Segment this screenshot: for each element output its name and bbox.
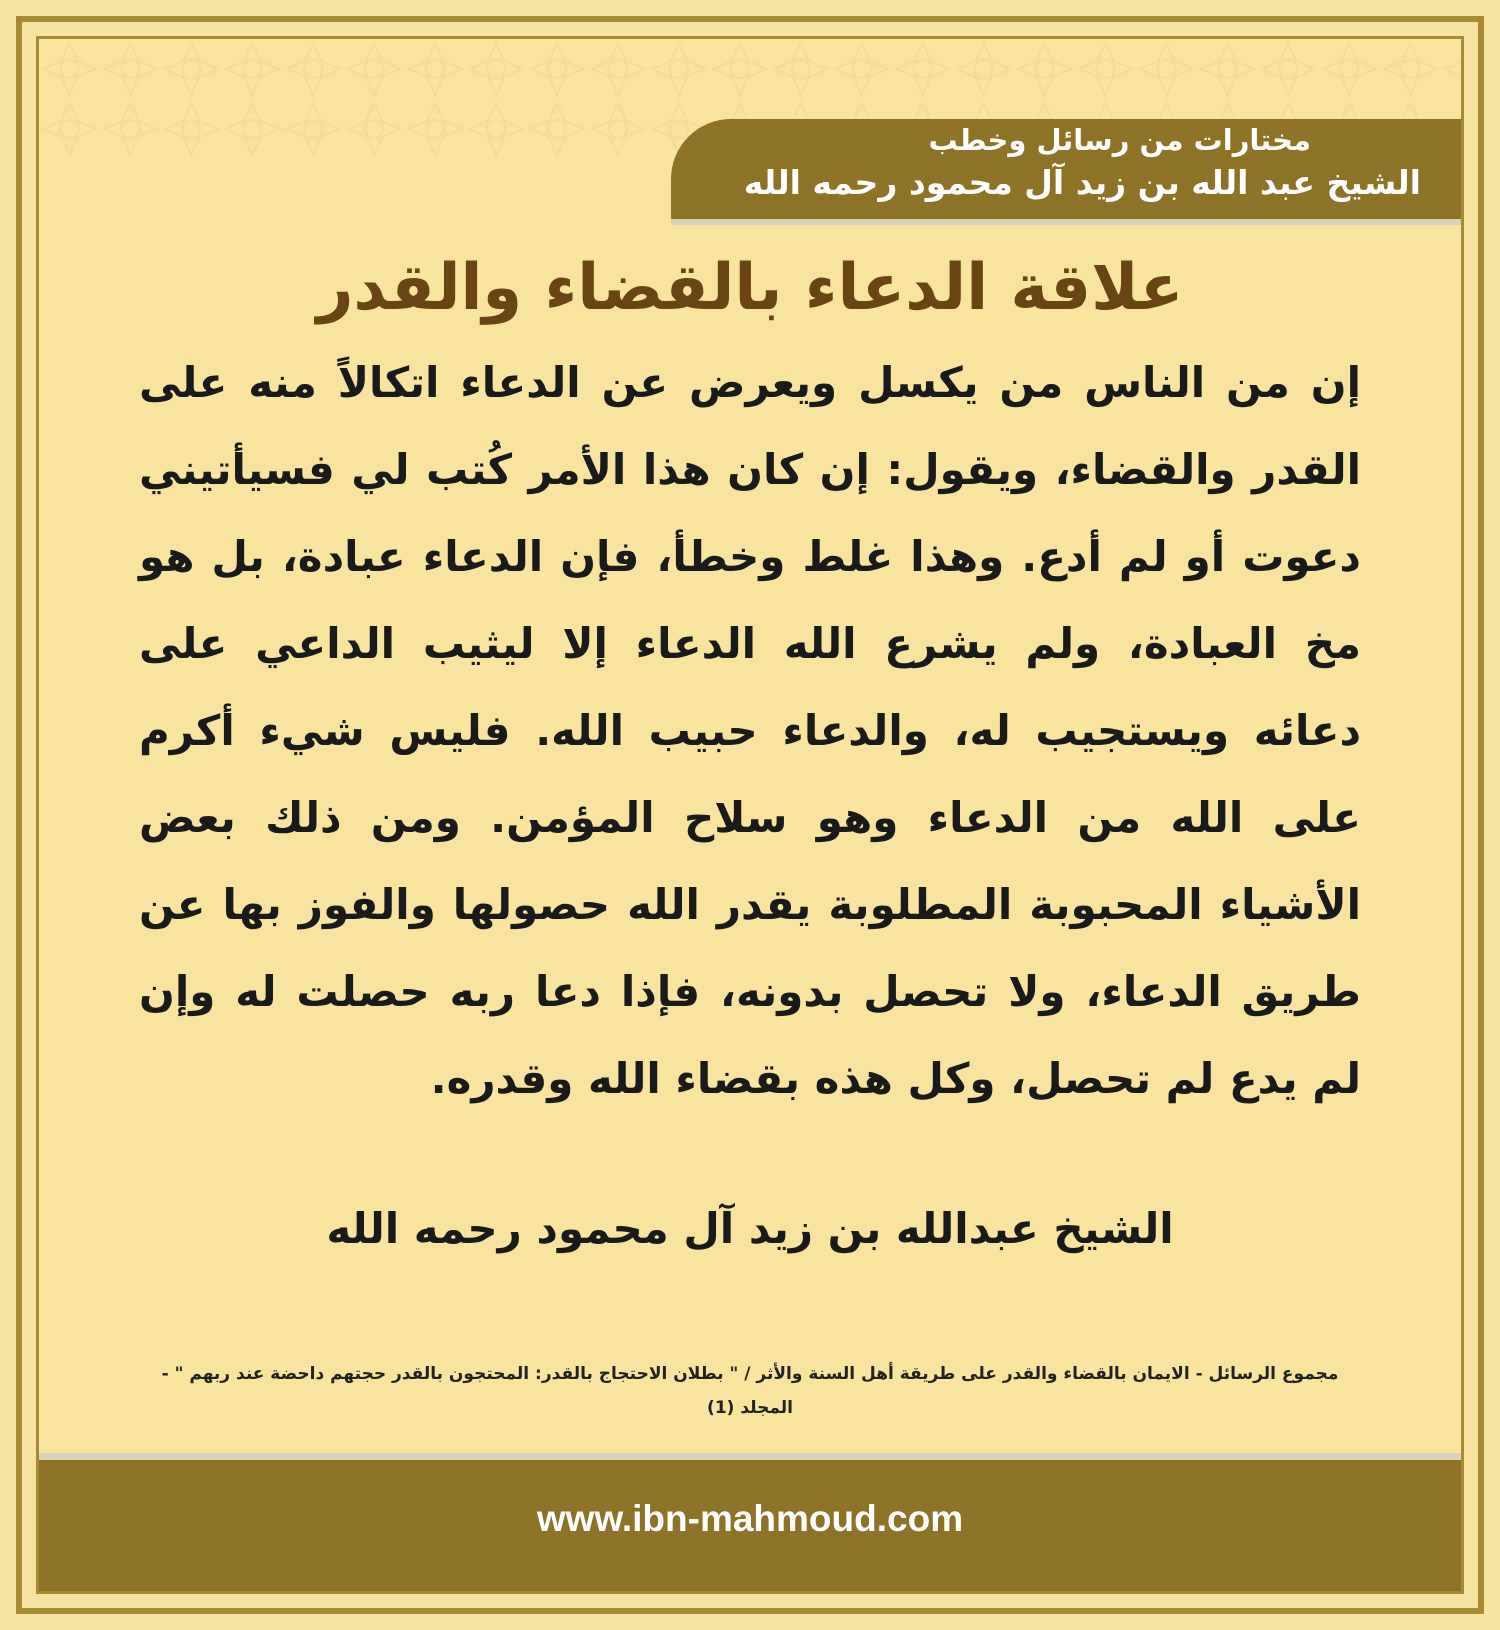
reference-citation: مجموع الرسائل - الايمان بالقضاء والقدر على طريقة أهل السنة والأثر / " بطلان الاحتجاج بالقدر: المحتجون بالقدر حجتهم داحضة عند ربهم " - المجلد (1) (161, 1364, 1339, 1418)
outer-frame (16, 16, 1484, 1614)
page-title: علاقة الدعاء بالقضاء والقدر (316, 251, 1184, 325)
header-band (671, 119, 1461, 219)
body-text: إن من الناس من يكسل ويعرض عن الدعاء اتكالاً منه على القدر والقضاء، ويقول: إن كان هذا الأمر كُتب لي فسيأتيني دعوت أو لم أدع. وهذا غلط وخطأ، فإن الدعاء عبادة، بل هو مخ العبادة، ولم يشرع الله الدعاء إلا ليثيب الداعي على دعائه ويستجيب له، والدعاء حبيب الله. فليس شيء أكرم على الله من الدعاء وهو سلاح المؤمن. ومن ذلك بعض الأشياء المحبوبة المطلوبة يقدر الله حصولها والفوز بها عن طريق الدعاء، ولا تحصل بدونه، فإذا دعا ربه حصلت له وإن لم يدع لم تحصل، وكل هذه بقضاء الله وقدره. (139, 358, 1361, 1103)
website-link[interactable]: www.ibn-mahmoud.com (536, 1498, 964, 1539)
signature: الشيخ عبدالله بن زيد آل محمود رحمه الله (326, 1204, 1174, 1253)
inner-frame (36, 36, 1464, 1594)
header-subtitle: مختارات من رسائل وخطب (928, 123, 1311, 157)
footer-band (39, 1453, 1461, 1591)
header-author: الشيخ عبد الله بن زيد آل محمود رحمه الله (743, 163, 1421, 202)
